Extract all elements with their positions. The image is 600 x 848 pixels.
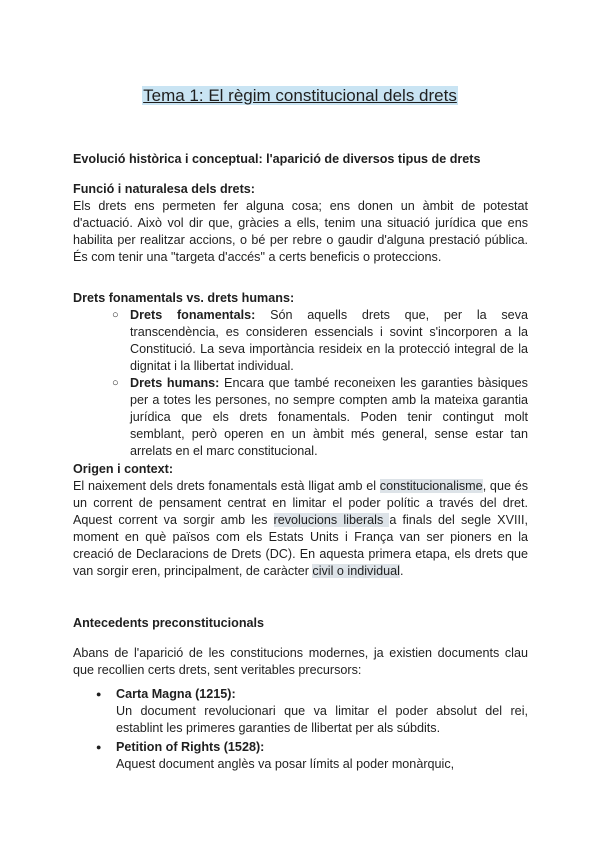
antecedents-block bbox=[73, 686, 528, 775]
origen-text-1: El naixement dels drets fonamentals està lligat amb el bbox=[73, 479, 380, 493]
origen-text-2: , que és un corrent de pensament centrat en limitar el poder polític a través del dret. Aquest corrent va sorgir amb les bbox=[73, 479, 529, 527]
desc-drets-fonamentals: Són aquells drets que, per la seva transcendència, es consideren essencials i sovint s'incorporen a la Constitució. La seva importància resideix en la protecció integral de la dignitat i la llibertat individual. bbox=[130, 308, 528, 373]
section-heading-evolucio: Evolució històrica i conceptual: l'aparició de diversos tipus de drets bbox=[73, 152, 481, 166]
origen-text-3: a finals del segle XVIII, moment en què països com els Estats Units i França van ser pioners en la creació de Declaracions de Drets (DC). En aquesta primera etapa, els drets que van sorgir eren, principalment, de caràcter bbox=[73, 513, 528, 578]
highlight-o: o bbox=[333, 564, 348, 578]
page-title bbox=[0, 84, 600, 108]
highlight-revolucions-liberals: revolucions liberals bbox=[273, 513, 390, 527]
funcio-paragraph: Els drets ens permeten fer alguna cosa; ens donen un àmbit de potestat d'actuació. Això vol dir que, gràcies a ells, tenim una situació jurídica que ens habilita per realitzar accions, o bé per rebre o gaudir d'alguna prestació pública. És com tenir una "targeta d'accés" a certs beneficis o proteccions. bbox=[73, 199, 528, 264]
origen-heading: Origen i context: bbox=[73, 462, 174, 476]
funcio-heading: Funció i naturalesa dels drets: bbox=[73, 182, 255, 196]
drets-heading: Drets fonamentals vs. drets humans: bbox=[73, 291, 295, 305]
drets-list bbox=[73, 307, 528, 460]
section-heading-antecedents: Antecedents preconstitucionals bbox=[73, 616, 265, 630]
title-text: Tema 1: El règim constitucional dels drets bbox=[143, 86, 457, 105]
term-petition-of-rights: ● Petition of Rights (1528): bbox=[116, 740, 265, 754]
origen-block bbox=[73, 461, 528, 580]
term-carta-magna: ● Carta Magna (1215): bbox=[116, 687, 236, 701]
term-drets-fonamentals: Drets fonamentals: bbox=[130, 308, 256, 322]
list-item-petition-of-rights bbox=[73, 739, 528, 773]
desc-carta-magna: Un document revolucionari que va limitar el poder absolut del rei, establint les primeres garanties de llibertat per als súbdits. bbox=[116, 704, 528, 735]
highlight-civil: civil bbox=[312, 564, 334, 578]
highlight-individual: individual bbox=[347, 564, 400, 578]
term-drets-humans: Drets humans: bbox=[130, 376, 220, 390]
funcio-block bbox=[73, 181, 528, 266]
origen-text-4: . bbox=[399, 564, 404, 578]
list-item-drets-humans bbox=[73, 375, 528, 460]
list-item-drets-fonamentals bbox=[73, 307, 528, 375]
list-item-carta-magna bbox=[73, 686, 528, 737]
drets-block bbox=[73, 290, 528, 460]
desc-petition-of-rights: Aquest document anglès va posar límits al poder monàrquic, bbox=[116, 757, 455, 771]
desc-drets-humans: Encara que també reconeixen les garanties bàsiques per a totes les persones, no sempre compten amb la mateixa garantia jurídica que els drets fonamentals. Poden tenir contingut molt semblant, però operen en un àmbit més general, sense estar tan arrelats en el marc constitucional. bbox=[130, 376, 528, 458]
origen-paragraph bbox=[73, 478, 528, 580]
antecedents-list bbox=[73, 686, 528, 773]
antecedents-intro: Abans de l'aparició de les constitucions modernes, ja existien documents clau que recollien certs drets, sent veritables precursors: bbox=[73, 646, 528, 677]
highlight-constitucionalisme: constitucionalisme bbox=[379, 479, 483, 493]
